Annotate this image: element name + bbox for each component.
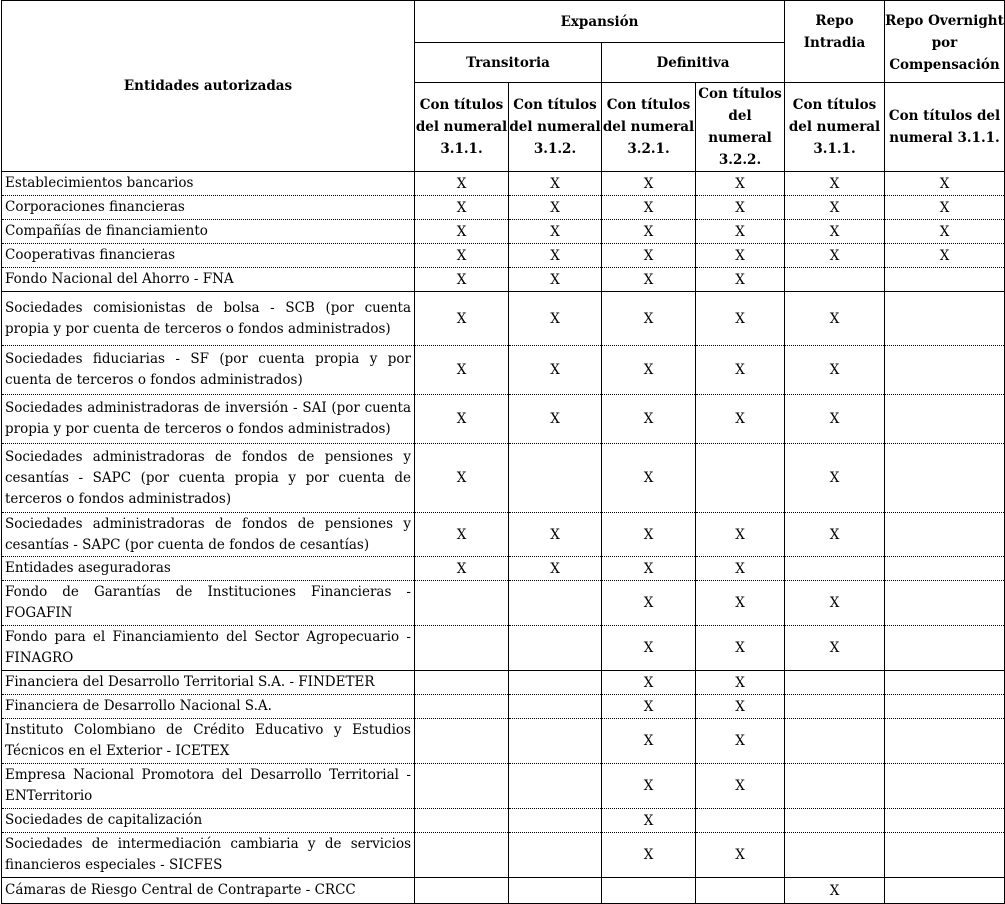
authorization-mark: X (602, 244, 696, 268)
authorization-mark (509, 626, 602, 671)
authorization-mark: X (785, 581, 885, 626)
authorization-mark: X (785, 172, 885, 196)
authorization-mark: X (602, 513, 696, 557)
entity-name: Sociedades fiduciarias - SF (por cuenta propia y por cuenta de terceros o fondos administrados) (2, 346, 415, 395)
authorization-mark: X (602, 764, 696, 809)
table-row (2, 172, 1005, 196)
authorization-mark (509, 581, 602, 626)
authorization-mark: X (415, 292, 509, 346)
authorization-mark: X (602, 719, 696, 764)
authorization-mark: X (602, 196, 696, 220)
authorization-mark: X (885, 220, 1005, 244)
authorization-mark: X (415, 444, 509, 513)
authorization-mark (602, 878, 696, 904)
authorization-mark (785, 809, 885, 833)
authorization-mark (785, 557, 885, 581)
authorization-mark (415, 581, 509, 626)
table-row (2, 292, 1005, 346)
header-col-311: Con títulos del numeral 3.1.1. (415, 83, 509, 172)
table-row (2, 764, 1005, 809)
authorization-mark: X (785, 346, 885, 395)
entity-name: Establecimientos bancarios (2, 172, 415, 196)
entity-name: Sociedades de intermediación cambiaria y de servicios financieros especiales - SICFES (2, 833, 415, 878)
authorization-mark: X (696, 172, 785, 196)
authorization-mark: X (696, 346, 785, 395)
authorization-mark: X (785, 220, 885, 244)
entity-name: Sociedades de capitalización (2, 809, 415, 833)
authorization-mark: X (509, 513, 602, 557)
header-definitiva: Definitiva (602, 43, 785, 83)
authorization-mark (696, 809, 785, 833)
entity-name: Financiera del Desarrollo Territorial S.A. - FINDETER (2, 671, 415, 695)
authorization-mark (885, 833, 1005, 878)
authorization-mark (885, 695, 1005, 719)
authorization-mark (415, 695, 509, 719)
authorization-mark: X (696, 196, 785, 220)
table-row (2, 719, 1005, 764)
entity-name: Fondo Nacional del Ahorro - FNA (2, 268, 415, 292)
table-row (2, 268, 1005, 292)
authorization-mark: X (696, 833, 785, 878)
authorization-mark: X (602, 346, 696, 395)
authorization-mark: X (885, 196, 1005, 220)
table-row (2, 196, 1005, 220)
table-row (2, 557, 1005, 581)
authorization-mark: X (885, 244, 1005, 268)
authorization-mark: X (415, 172, 509, 196)
authorization-mark: X (696, 513, 785, 557)
authorization-mark (785, 695, 885, 719)
authorization-mark: X (509, 292, 602, 346)
authorization-mark (885, 626, 1005, 671)
entity-name: Instituto Colombiano de Crédito Educativo y Estudios Técnicos en el Exterior - ICETEX (2, 719, 415, 764)
authorization-mark (785, 671, 885, 695)
authorization-mark (415, 626, 509, 671)
authorization-mark (885, 292, 1005, 346)
table-row (2, 833, 1005, 878)
entity-name: Empresa Nacional Promotora del Desarrollo Territorial - ENTerritorio (2, 764, 415, 809)
entity-name: Compañías de financiamiento (2, 220, 415, 244)
table-row (2, 809, 1005, 833)
authorization-mark (415, 719, 509, 764)
table-row (2, 220, 1005, 244)
entity-name: Cooperativas financieras (2, 244, 415, 268)
authorization-mark (509, 695, 602, 719)
authorization-mark: X (696, 268, 785, 292)
authorization-mark: X (602, 581, 696, 626)
authorization-mark: X (509, 268, 602, 292)
authorization-mark (885, 513, 1005, 557)
authorization-mark: X (785, 444, 885, 513)
authorization-mark (885, 671, 1005, 695)
authorization-mark (885, 719, 1005, 764)
authorization-mark (509, 671, 602, 695)
authorization-mark (885, 809, 1005, 833)
authorization-mark: X (696, 395, 785, 444)
authorization-mark: X (696, 626, 785, 671)
authorization-mark: X (602, 626, 696, 671)
authorization-mark: X (602, 395, 696, 444)
authorization-mark: X (602, 809, 696, 833)
authorization-mark: X (785, 196, 885, 220)
table-row (2, 695, 1005, 719)
table-row (2, 395, 1005, 444)
entity-name: Fondo de Garantías de Instituciones Financieras - FOGAFIN (2, 581, 415, 626)
authorization-mark: X (509, 346, 602, 395)
authorization-mark: X (415, 268, 509, 292)
authorization-mark: X (602, 833, 696, 878)
authorization-mark (509, 809, 602, 833)
authorization-mark: X (785, 626, 885, 671)
authorization-mark (785, 764, 885, 809)
header-transitoria: Transitoria (415, 43, 602, 83)
authorization-mark (415, 671, 509, 695)
header-col-312: Con títulos del numeral 3.1.2. (509, 83, 602, 172)
authorization-mark: X (696, 695, 785, 719)
authorization-mark: X (415, 557, 509, 581)
authorization-mark: X (415, 513, 509, 557)
authorization-mark: X (602, 671, 696, 695)
header-entidades: Entidades autorizadas (2, 1, 415, 172)
authorization-mark: X (602, 695, 696, 719)
authorization-mark (509, 878, 602, 904)
authorization-mark: X (509, 220, 602, 244)
authorization-mark: X (785, 878, 885, 904)
entity-name: Sociedades administradoras de fondos de pensiones y cesantías - SAPC (por cuenta de fondos de cesantías) (2, 513, 415, 557)
authorization-mark (696, 878, 785, 904)
authorization-mark: X (885, 172, 1005, 196)
header-expansion: Expansión (415, 1, 785, 43)
authorization-mark (885, 346, 1005, 395)
table-row (2, 671, 1005, 695)
authorization-mark: X (509, 172, 602, 196)
authorization-mark (885, 395, 1005, 444)
authorization-mark: X (602, 444, 696, 513)
authorization-mark: X (509, 244, 602, 268)
authorization-mark: X (696, 557, 785, 581)
authorization-mark: X (602, 292, 696, 346)
table-row (2, 581, 1005, 626)
entity-name: Sociedades administradoras de inversión - SAI (por cuenta propia y por cuenta de terceros o fondos administrados) (2, 395, 415, 444)
authorization-mark (509, 833, 602, 878)
authorization-mark: X (415, 395, 509, 444)
table-row (2, 626, 1005, 671)
authorization-mark: X (509, 395, 602, 444)
header-col-322: Con títulos del numeral 3.2.2. (696, 83, 785, 172)
entity-name: Entidades aseguradoras (2, 557, 415, 581)
authorization-mark (885, 444, 1005, 513)
authorization-mark: X (696, 764, 785, 809)
authorization-mark: X (785, 244, 885, 268)
header-col-intradia: Con títulos del numeral 3.1.1. (785, 83, 885, 172)
authorization-mark (696, 444, 785, 513)
authorization-mark (415, 833, 509, 878)
authorization-mark: X (785, 513, 885, 557)
authorization-mark: X (696, 671, 785, 695)
authorization-mark (885, 878, 1005, 904)
authorization-mark (785, 833, 885, 878)
authorization-mark: X (602, 557, 696, 581)
authorization-mark (415, 878, 509, 904)
authorization-mark (885, 557, 1005, 581)
authorization-mark (509, 764, 602, 809)
authorization-mark: X (415, 346, 509, 395)
authorization-mark: X (696, 244, 785, 268)
authorization-mark (415, 764, 509, 809)
authorization-mark: X (602, 220, 696, 244)
entities-table (1, 0, 1005, 904)
table-row (2, 513, 1005, 557)
authorization-mark: X (415, 244, 509, 268)
authorization-mark (785, 719, 885, 764)
table-row (2, 244, 1005, 268)
authorization-mark (885, 764, 1005, 809)
entities-body (2, 172, 1005, 904)
authorization-mark: X (415, 220, 509, 244)
authorization-mark: X (602, 268, 696, 292)
entity-name: Corporaciones financieras (2, 196, 415, 220)
header-col-overnight: Con títulos del numeral 3.1.1. (885, 83, 1005, 172)
table-row (2, 878, 1005, 904)
authorization-mark (415, 809, 509, 833)
authorization-mark: X (509, 196, 602, 220)
authorization-mark (885, 581, 1005, 626)
authorization-mark (509, 719, 602, 764)
header-col-321: Con títulos del numeral 3.2.1. (602, 83, 696, 172)
authorization-mark: X (509, 557, 602, 581)
authorization-mark (885, 268, 1005, 292)
authorization-mark (785, 268, 885, 292)
authorization-mark: X (602, 172, 696, 196)
authorization-mark: X (696, 581, 785, 626)
authorization-mark: X (415, 196, 509, 220)
table-row (2, 346, 1005, 395)
entity-name: Sociedades administradoras de fondos de pensiones y cesantías - SAPC (por cuenta propia y por cuenta de terceros o fondos administrados) (2, 444, 415, 513)
authorization-mark: X (696, 719, 785, 764)
entity-name: Sociedades comisionistas de bolsa - SCB (por cuenta propia y por cuenta de terceros o fondos administrados) (2, 292, 415, 346)
entity-name: Cámaras de Riesgo Central de Contraparte - CRCC (2, 878, 415, 904)
authorization-mark: X (696, 292, 785, 346)
header-repo-intradia: Repo Intradia (785, 1, 885, 83)
entity-name: Financiera de Desarrollo Nacional S.A. (2, 695, 415, 719)
entity-name: Fondo para el Financiamiento del Sector Agropecuario - FINAGRO (2, 626, 415, 671)
header-repo-overnight: Repo Overnight por Compensación (885, 1, 1005, 83)
authorization-mark: X (696, 220, 785, 244)
table-row (2, 444, 1005, 513)
authorization-mark: X (785, 292, 885, 346)
authorization-mark (509, 444, 602, 513)
authorization-mark: X (785, 395, 885, 444)
